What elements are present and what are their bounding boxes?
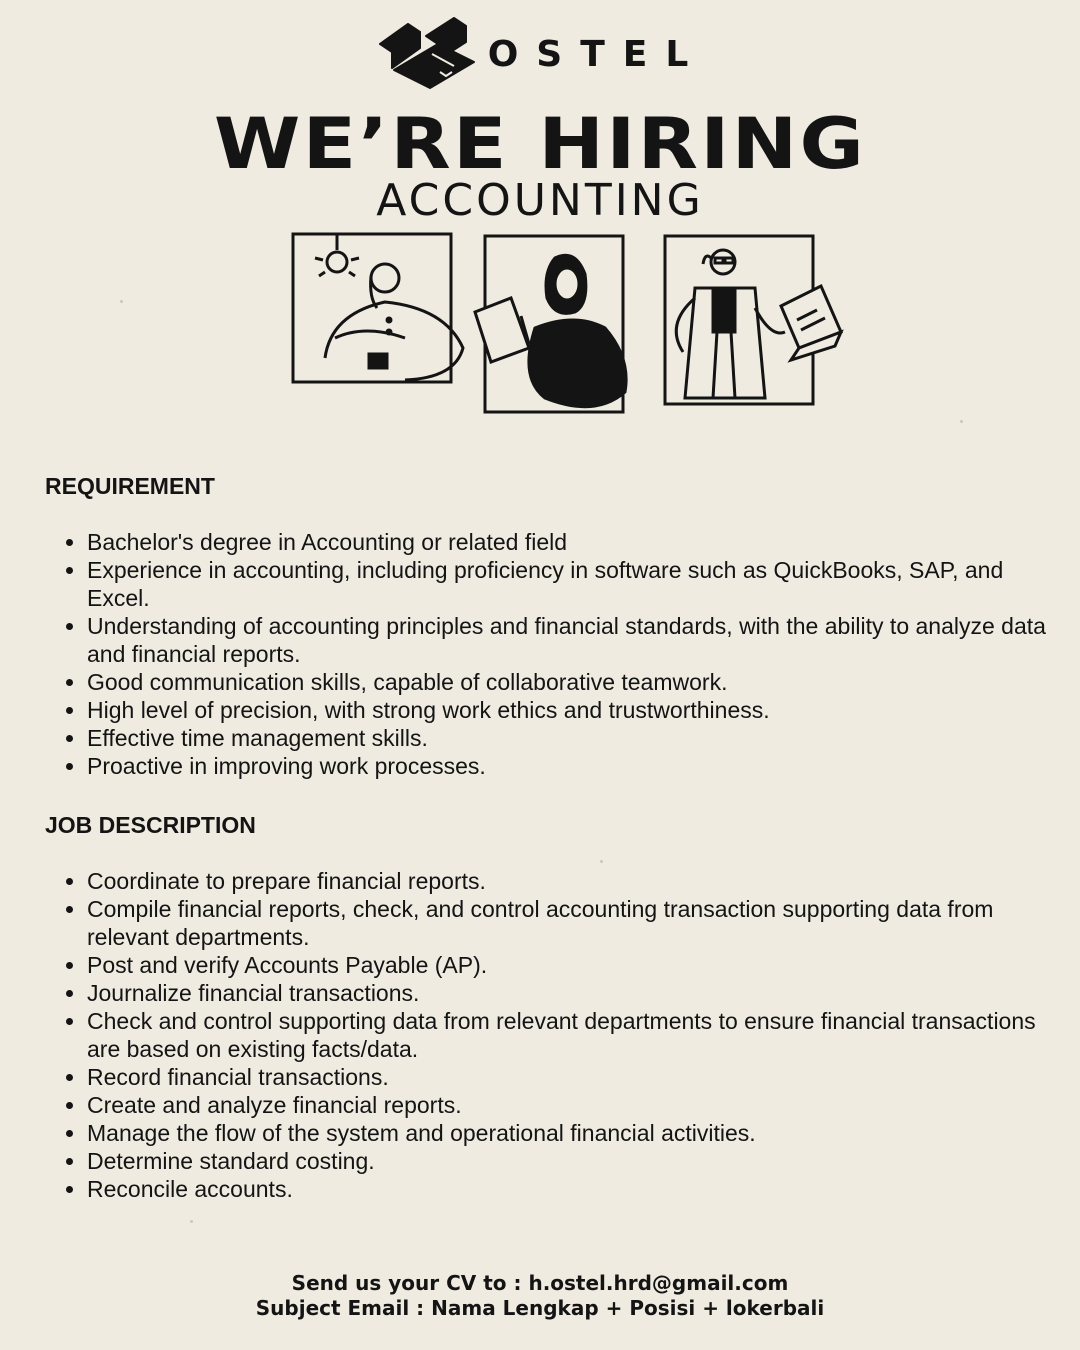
list-item: • Reconcile accounts. [87,1175,1067,1203]
list-item: • Manage the flow of the system and operational financial activities. [87,1119,1067,1147]
list-item: • Bachelor's degree in Accounting or related field [87,528,1067,556]
list-item: • Post and verify Accounts Payable (AP). [87,951,1067,979]
list-item: • Coordinate to prepare financial reports. [87,867,1067,895]
list-item: • Understanding of accounting principles and financial standards, with the ability to analyze data and financial reports. [87,612,1067,668]
list-item: • Good communication skills, capable of collaborative teamwork. [87,668,1067,696]
brand-logo [0,14,1080,90]
email-subject-line: Subject Email : Nama Lengkap + Posisi + lokerbali [255,1296,825,1320]
paper-speck [120,300,123,303]
hostel-h-logo-icon [374,14,484,90]
paper-speck [600,860,603,863]
requirement-title: REQUIREMENT [45,473,215,499]
list-item: • High level of precision, with strong work ethics and trustworthiness. [87,696,1067,724]
paper-speck [190,1220,193,1223]
paper-speck [960,420,963,423]
job-description-title: JOB DESCRIPTION [45,812,256,838]
list-item: • Compile financial reports, check, and control accounting transaction supporting data from relevant departments. [87,895,1067,951]
list-item: • Experience in accounting, including proficiency in software such as QuickBooks, SAP, and Excel. [87,556,1067,612]
list-item: • Effective time management skills. [87,724,1067,752]
position-title: ACCOUNTING [376,175,704,226]
list-item: • Determine standard costing. [87,1147,1067,1175]
brand-logo-text: OSTEL [487,33,707,75]
headline: WE’RE HIRING [213,103,867,185]
requirement-list [62,528,1067,780]
cv-contact-line: Send us your CV to : h.ostel.hrd@gmail.com [291,1271,789,1295]
list-item: • Journalize financial transactions. [87,979,1067,1007]
list-item: • Proactive in improving work processes. [87,752,1067,780]
list-item: • Check and control supporting data from relevant departments to ensure financial transactions are based on existing facts/data. [87,1007,1067,1063]
list-item: • Create and analyze financial reports. [87,1091,1067,1119]
job-description-list [62,867,1067,1203]
team-illustration [285,228,845,418]
list-item: • Record financial transactions. [87,1063,1067,1091]
